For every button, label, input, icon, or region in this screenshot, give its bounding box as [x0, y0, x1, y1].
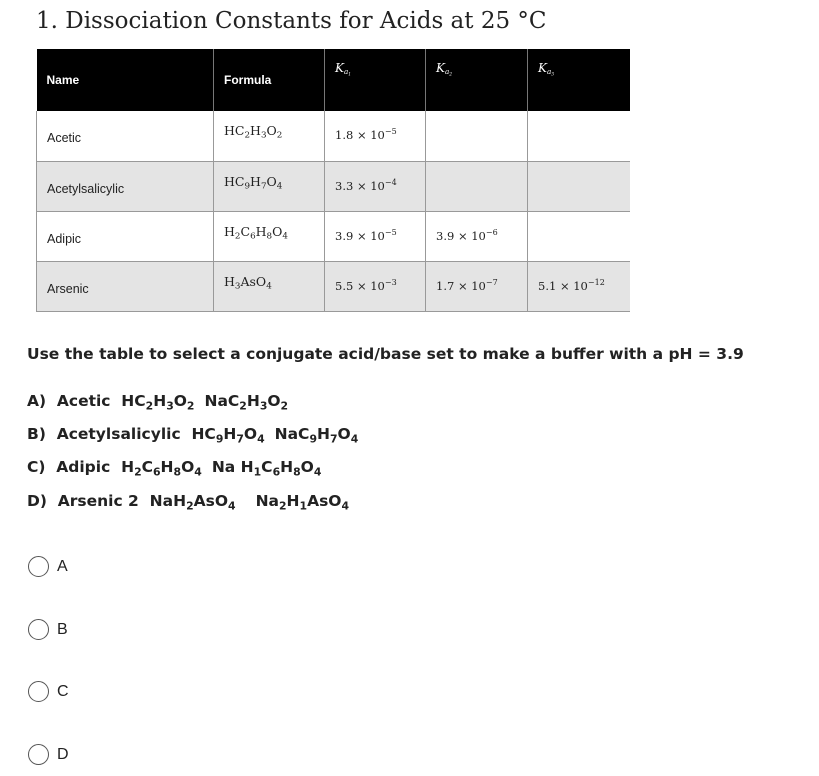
- choice-d[interactable]: [28, 744, 69, 765]
- dissociation-table: [36, 49, 630, 312]
- ka2-value: $3.9 \times 10^{-6}$: [426, 211, 528, 261]
- radio-button[interactable]: [28, 619, 49, 640]
- choice-b[interactable]: [28, 619, 68, 640]
- option-line: D) Arsenic 2 NaH$_2$AsO$_4$ $Na_2H_1AsO_4$: [27, 492, 350, 513]
- header-name: Name: [37, 49, 214, 111]
- table-body: [37, 111, 630, 311]
- choice-c[interactable]: [28, 681, 69, 702]
- question-text: Use the table to select a conjugate acid/base set to make a buffer with a pH = 3.9: [27, 345, 744, 363]
- radio-button[interactable]: [28, 681, 49, 702]
- header-ka1: $K_{a_1}$: [325, 49, 426, 111]
- ka3-value: $5.1 \times 10^{-12}$: [528, 261, 630, 311]
- ka1-value: $1.8 \times 10^{-5}$: [325, 111, 426, 161]
- acid-name: Acetic: [37, 111, 214, 161]
- choice-label: D: [57, 745, 69, 763]
- radio-button[interactable]: [28, 556, 49, 577]
- acid-name: Adipic: [37, 211, 214, 261]
- table-row: [37, 261, 630, 311]
- choice-label: C: [57, 682, 69, 700]
- acid-name: Arsenic: [37, 261, 214, 311]
- table-header-row: [37, 49, 630, 111]
- page-title: 1. Dissociation Constants for Acids at 25 °C: [36, 8, 547, 34]
- radio-button[interactable]: [28, 744, 49, 765]
- header-ka3: $K_{a_3}$: [528, 49, 630, 111]
- header-formula: Formula: [214, 49, 325, 111]
- option-line: C) Adipic $H_2C_6H_8O_4$ Na $H_1C_6H_8O_4$: [27, 458, 322, 479]
- acid-formula: $HC_9H_7O_4$: [214, 161, 325, 211]
- ka3-empty: [528, 111, 630, 161]
- ka1-value: $5.5 \times 10^{-3}$: [325, 261, 426, 311]
- table-row: [37, 161, 630, 211]
- acid-formula: $H_3AsO_4$: [214, 261, 325, 311]
- choice-label: B: [57, 620, 68, 638]
- choice-label: A: [57, 557, 68, 575]
- acid-formula: $HC_2H_3O_2$: [214, 111, 325, 161]
- table-row: [37, 211, 630, 261]
- ka2-value: $1.7 \times 10^{-7}$: [426, 261, 528, 311]
- ka1-value: $3.3 \times 10^{-4}$: [325, 161, 426, 211]
- ka3-empty: [528, 161, 630, 211]
- ka3-empty: [528, 211, 630, 261]
- acid-name: Acetylsalicylic: [37, 161, 214, 211]
- ka1-value: $3.9 \times 10^{-5}$: [325, 211, 426, 261]
- acid-formula: $H_2C_6H_8O_4$: [214, 211, 325, 261]
- ka2-empty: [426, 111, 528, 161]
- header-ka2: $K_{a_2}$: [426, 49, 528, 111]
- option-line: B) Acetylsalicylic $HC_9H_7O_4$ $NaC_9H_7O_4$: [27, 425, 359, 446]
- ka2-empty: [426, 161, 528, 211]
- choice-a[interactable]: [28, 556, 68, 577]
- table-row: [37, 111, 630, 161]
- option-line: A) Acetic $HC_2H_3O_2$ $NaC_2H_3O_2$: [27, 392, 289, 413]
